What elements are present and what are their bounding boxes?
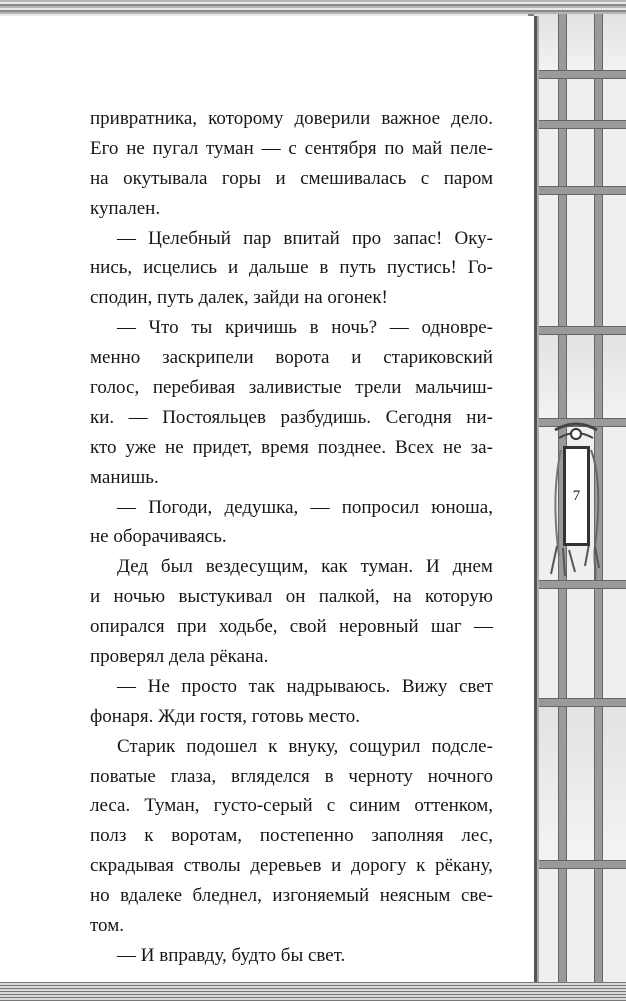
page-body-text: [90, 104, 493, 971]
hanging-tag-icon: [545, 416, 607, 586]
text-line: манишь.: [90, 466, 159, 488]
text-line: леса. Туман, густо-серый с синим оттенком,: [90, 795, 493, 817]
text-line: привратника, которому доверили важное дело.: [90, 108, 493, 129]
shoji-horizontal-bar: [534, 70, 626, 79]
shoji-horizontal-bar: [534, 326, 626, 335]
text-line: проверял дела рёкана.: [90, 646, 269, 668]
shoji-horizontal-bar: [534, 120, 626, 129]
bottom-frame-border: [0, 982, 626, 1001]
text-line: скрадывая стволы деревьев и дорогу к рёкану,: [90, 855, 493, 877]
shoji-horizontal-bar: [534, 186, 626, 195]
shoji-horizontal-bar: [534, 860, 626, 869]
text-line: Старик подошел к внуку, сощурил подсле-: [117, 735, 493, 757]
shoji-pane: [534, 14, 626, 74]
text-line: — Не просто так надрываюсь. Вижу свет: [117, 675, 493, 697]
text-line: купален.: [90, 197, 161, 219]
text-line: Дед был вездесущим, как туман. И днем: [117, 556, 493, 578]
text-line: полз к воротам, постепенно заполняя лес,: [90, 825, 493, 847]
text-line: том.: [90, 915, 124, 937]
shoji-horizontal-bar: [534, 698, 626, 707]
page-number: 7: [563, 446, 590, 546]
text-line: на окутывала горы и смешивалась с паром: [90, 167, 493, 189]
shoji-pane: [534, 704, 626, 864]
text-line: опирался при ходьбе, свой неровный шаг —: [90, 616, 493, 638]
shoji-pane: [534, 334, 626, 424]
text-line: менно заскрипели ворота и стариковский: [90, 347, 493, 369]
text-line: фонаря. Жди гостя, готовь место.: [90, 705, 360, 727]
text-line: ки. — Постояльцев разбудишь. Сегодня ни-: [90, 406, 493, 428]
text-line: и ночью выстукивал он палкой, на которую: [90, 586, 493, 608]
text-line: но вдалеке бледнел, изгоняемый неясным све-: [90, 885, 493, 907]
text-line: Его не пугал туман — с сентября по май пеле-: [90, 137, 493, 159]
text-line: поватые глаза, вгляделся в черноту ночного: [90, 765, 493, 787]
text-line: голос, перебивая заливистые трели мальчиш-: [90, 377, 493, 399]
text-line: нись, исцелись и дальше в путь пустись! Го-: [90, 257, 493, 279]
text-line: — Целебный пар впитай про запас! Оку-: [117, 227, 493, 249]
text-line: — И вправду, будто бы свет.: [117, 944, 346, 966]
text-line: не оборачиваясь.: [90, 526, 227, 548]
text-line: — Погоди, дедушка, — попросил юноша,: [117, 496, 493, 518]
text-line: — Что ты кричишь в ночь? — одновре-: [117, 317, 493, 339]
text-line: кто уже не придет, время позднее. Всех не за-: [90, 436, 493, 458]
text-line: сподин, путь далек, зайди на огонек!: [90, 287, 388, 309]
book-page: [0, 16, 534, 984]
